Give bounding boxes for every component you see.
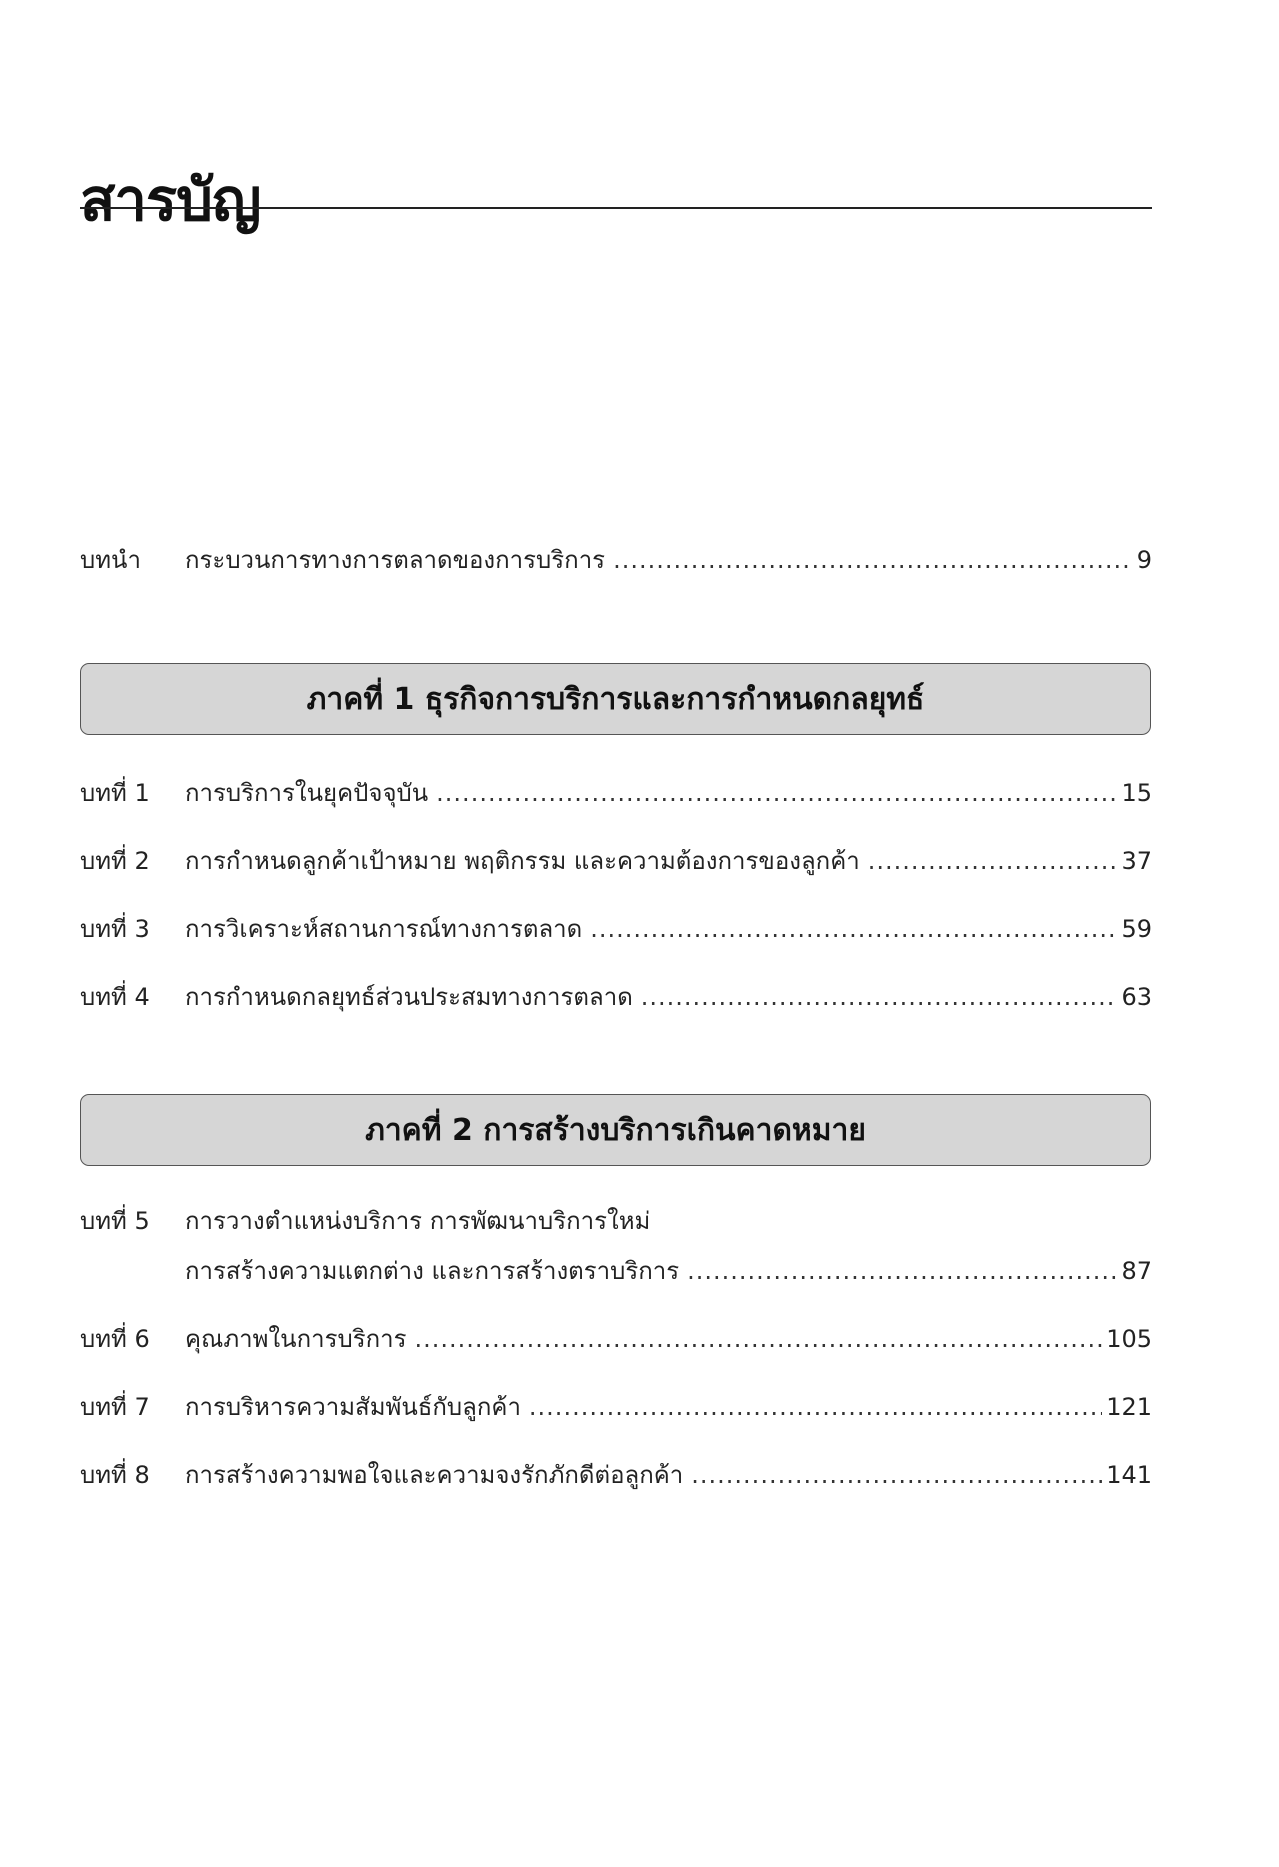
toc-entry-chapter-2[interactable] (80, 846, 1152, 876)
entry-title: การบริการในยุคปัจจุบัน (185, 779, 429, 807)
entry-page-number: 15 (1121, 779, 1152, 807)
entry-label: บทที่ 2 (80, 847, 150, 875)
entry-page-number: 105 (1106, 1325, 1152, 1353)
dot-leader (687, 1256, 1117, 1286)
entry-page-number: 59 (1121, 915, 1152, 943)
entry-page-number: 37 (1121, 847, 1152, 875)
entry-title: คุณภาพในการบริการ (185, 1325, 407, 1353)
part-2-heading (80, 1094, 1151, 1166)
entry-title: การกำหนดลูกค้าเป้าหมาย พฤติกรรม และความต้องการของลูกค้า (185, 847, 860, 875)
toc-entry-chapter-5-continued[interactable] (80, 1256, 1152, 1286)
toc-entry-chapter-5[interactable] (80, 1206, 1152, 1236)
entry-page-number: 63 (1121, 983, 1152, 1011)
dot-leader (641, 982, 1118, 1012)
entry-label: บทที่ 8 (80, 1461, 150, 1489)
part-1-heading (80, 663, 1151, 735)
toc-entry-chapter-8[interactable] (80, 1460, 1152, 1490)
dot-leader (590, 914, 1117, 944)
entry-label: บทที่ 4 (80, 983, 150, 1011)
entry-label: บทที่ 6 (80, 1325, 150, 1353)
entry-label: บทที่ 5 (80, 1207, 150, 1235)
entry-label: บทที่ 1 (80, 779, 150, 807)
entry-page-number: 141 (1106, 1461, 1152, 1489)
entry-title: การวิเคราะห์สถานการณ์ทางการตลาด (185, 915, 583, 943)
dot-leader (613, 545, 1133, 575)
dot-leader (868, 846, 1118, 876)
entry-page-number: 121 (1106, 1393, 1152, 1421)
entry-title: การบริหารความสัมพันธ์กับลูกค้า (185, 1393, 521, 1421)
toc-entry-chapter-6[interactable] (80, 1324, 1152, 1354)
entry-page-number: 9 (1136, 546, 1152, 574)
entry-label: บทที่ 7 (80, 1393, 150, 1421)
entry-label: บทนำ (80, 546, 141, 574)
entry-title-line-1: การวางตำแหน่งบริการ การพัฒนาบริการใหม่ (185, 1207, 651, 1235)
toc-entry-intro[interactable] (80, 545, 1152, 575)
entry-title: การกำหนดกลยุทธ์ส่วนประสมทางการตลาด (185, 983, 633, 1011)
entry-title: การสร้างความพอใจและความจงรักภักดีต่อลูกค้า (185, 1461, 684, 1489)
toc-entry-chapter-7[interactable] (80, 1392, 1152, 1422)
dot-leader (529, 1392, 1102, 1422)
entry-title: กระบวนการทางการตลาดของการบริการ (185, 546, 606, 574)
toc-entry-chapter-3[interactable] (80, 914, 1152, 944)
entry-page-number: 87 (1121, 1257, 1152, 1285)
part-2-heading-text: ภาคที่ 2 การสร้างบริการเกินคาดหมาย (365, 1112, 866, 1148)
dot-leader (414, 1324, 1102, 1354)
toc-entry-chapter-4[interactable] (80, 982, 1152, 1012)
title-underline (80, 207, 1152, 209)
page-title: สารบัญ (80, 165, 261, 234)
dot-leader (436, 778, 1117, 808)
entry-label: บทที่ 3 (80, 915, 150, 943)
dot-leader (691, 1460, 1102, 1490)
toc-entry-chapter-1[interactable] (80, 778, 1152, 808)
entry-title-line-2: การสร้างความแตกต่าง และการสร้างตราบริการ (185, 1257, 680, 1285)
part-1-heading-text: ภาคที่ 1 ธุรกิจการบริการและการกำหนดกลยุทธ์ (306, 681, 925, 717)
